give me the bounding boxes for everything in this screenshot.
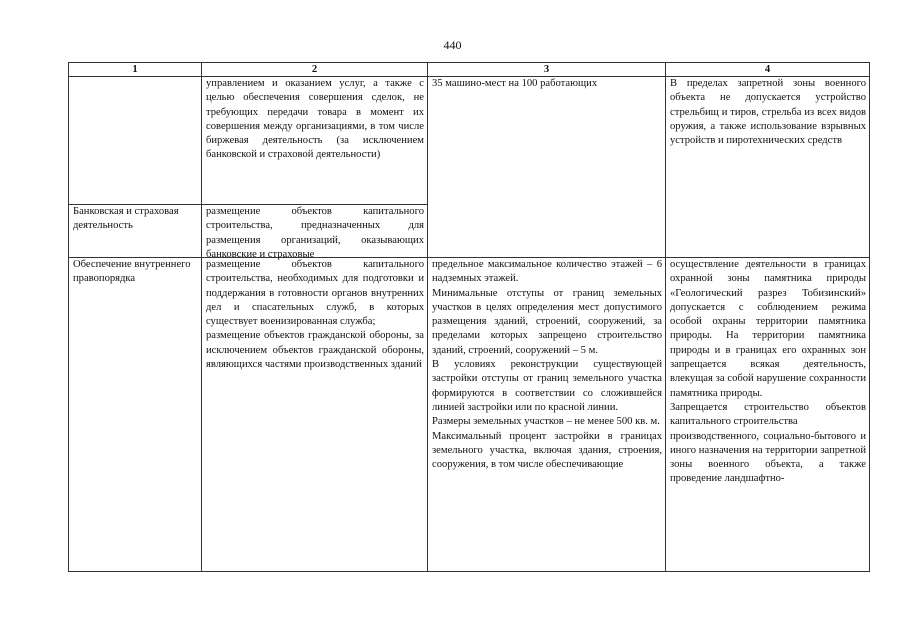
paragraph: размещение объектов капитального строительства, необходимых для подготовки и поддержания в готовности органов внутренних дел и спасательных служб, в которых существует военизированная служба;: [206, 259, 424, 328]
table-row: [69, 77, 870, 205]
header-cell-2: 2: [202, 63, 428, 77]
paragraph: Минимальные отступы от границ земельных участков в целях определения мест допустимого размещения зданий, строений, сооружений, за пределами которых запрещено строительство зданий, строений, сооружений – 5 м.: [432, 287, 662, 356]
parameters-cell: [428, 77, 666, 258]
paragraph: размещение объектов гражданской обороны, за исключением объектов гражданской обороны, являющихся частями производственных зданий: [206, 330, 424, 371]
paragraph: Размеры земельных участков – не менее 500 кв. м.: [432, 416, 660, 428]
paragraph: 35 машино-мест на 100 работающих: [432, 78, 598, 89]
restrictions-cell: [666, 258, 870, 572]
zoning-table: [68, 62, 870, 572]
use-description-cell: [202, 77, 428, 205]
restrictions-cell: [666, 77, 870, 258]
paragraph: Максимальный процент застройки в границах земельного участка, включая здания, строения, сооружения, в том числе обеспечивающие: [432, 430, 662, 471]
header-cell-3: 3: [428, 63, 666, 77]
use-description-cell: [202, 258, 428, 572]
use-type-cell: [69, 258, 202, 572]
header-cell-1: 1: [69, 63, 202, 77]
table-row: [69, 258, 870, 572]
use-description-cell: [202, 205, 428, 258]
header-cell-4: 4: [666, 63, 870, 77]
use-type-label: Обеспечение внутреннего правопорядка: [73, 259, 191, 285]
use-type-cell: [69, 205, 202, 258]
parameters-cell: [428, 258, 666, 572]
paragraph: управлением и оказанием услуг, а также с целью обеспечения совершения сделок, не требующих передачи товара в момент их совершения между организациями, в том числе биржевая деятельность (за исключением банковской и страховой деятельности): [206, 78, 424, 161]
paragraph: осуществление деятельности в границах охранной зоны памятника природы «Геологический разрез Тобизинский» допускается с соблюдением режима особой охраны территории памятника природы. На территории памятника природы и в границах его охранных зон запрещается всякая деятельность, влекущая за собой нарушение сохранности памятника природы.: [670, 259, 866, 399]
table-header-row: [69, 63, 870, 77]
paragraph: производственного, социально-бытового и иного назначения на территории запретной зоны военного объекта, а также проведение ландшафтно-: [670, 430, 866, 485]
paragraph: предельное максимальное количество этажей – 6 надземных этажей.: [432, 259, 662, 285]
paragraph: размещение объектов капитального строительства, предназначенных для размещения организаций, оказывающих банковские и страховые: [206, 206, 424, 260]
paragraph: Запрещается строительство объектов капитального строительства: [670, 401, 866, 428]
page-number: 440: [443, 38, 462, 52]
use-type-label: Банковская и страховая деятельность: [73, 206, 179, 232]
use-type-cell: [69, 77, 202, 205]
paragraph: В пределах запретной зоны военного объекта не допускается устройство стрельбищ и тиров, стрельба из всех видов оружия, а также использование взрывных устройств и пиротехнических средств: [670, 78, 866, 147]
paragraph: В условиях реконструкции существующей застройки отступы от границ земельного участка формируются в соответствии со сложившейся линией застройки или по красной линии.: [432, 359, 662, 413]
